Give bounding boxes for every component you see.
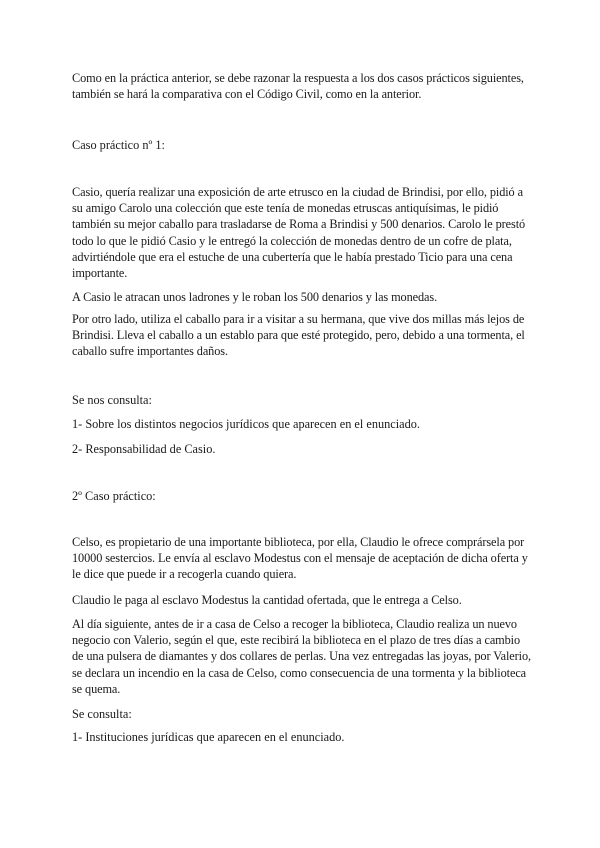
case1-question-2: 2- Responsabilidad de Casio. bbox=[72, 442, 216, 456]
case1-paragraph-2: A Casio le atracan unos ladrones y le roban los 500 denarios y las monedas. bbox=[72, 290, 438, 304]
case2-paragraph-3: Al día siguiente, antes de ir a casa de Celso a recoger la biblioteca, Claudio realiza un nuevo negocio con Valerio, según el que, este recibirá la biblioteca en el plazo de tres días a cambio de una pulsera de diamantes y dos collares de perlas. Una vez entregadas las joyas, por Valerio, se declara un incendio en la casa de Celso, como consecuencia de una tormenta y la biblioteca se quema. bbox=[72, 617, 531, 696]
case1-paragraph-3: Por otro lado, utiliza el caballo para ir a visitar a su hermana, que vive dos millas más lejos de Brindisi. Lleva el caballo a un establo para que esté protegido, pero, debido a una tormenta, el caballo sufre importantes daños. bbox=[72, 312, 525, 359]
case1-consult-label: Se nos consulta: bbox=[72, 393, 152, 407]
case2-title: 2º Caso práctico: bbox=[72, 489, 156, 503]
case2-paragraph-1: Celso, es propietario de una importante biblioteca, por ella, Claudio le ofrece comprársela por 10000 sestercios. Le envía al esclavo Modestus con el mensaje de aceptación de dicha oferta y le dice que puede ir a recogerla cuando quiera. bbox=[72, 535, 528, 582]
case1-question-1: 1- Sobre los distintos negocios jurídicos que aparecen en el enunciado. bbox=[72, 417, 420, 431]
case2-paragraph-2: Claudio le paga al esclavo Modestus la cantidad ofertada, que le entrega a Celso. bbox=[72, 593, 462, 607]
case1-paragraph-1: Casio, quería realizar una exposición de arte etrusco en la ciudad de Brindisi, por ello, pidió a su amigo Carolo una colección que este tenía de monedas etruscas antiquísimas, le pidió también su mejor caballo para trasladarse de Roma a Brindisi y 500 denarios. Carolo le prestó todo lo que le pidió Casio y le entregó la colección de monedas dentro de un cofre de plata, advirtiéndole que era el estuche de una cubertería que le había prestado Ticio para una cena importante. bbox=[72, 185, 526, 281]
case2-consult-label: Se consulta: bbox=[72, 707, 132, 721]
case2-question-1: 1- Instituciones jurídicas que aparecen en el enunciado. bbox=[72, 730, 345, 744]
intro-paragraph: Como en la práctica anterior, se debe razonar la respuesta a los dos casos prácticos siguientes, también se hará la comparativa con el Código Civil, como en la anterior. bbox=[72, 71, 524, 102]
case1-title: Caso práctico nº 1: bbox=[72, 138, 165, 152]
